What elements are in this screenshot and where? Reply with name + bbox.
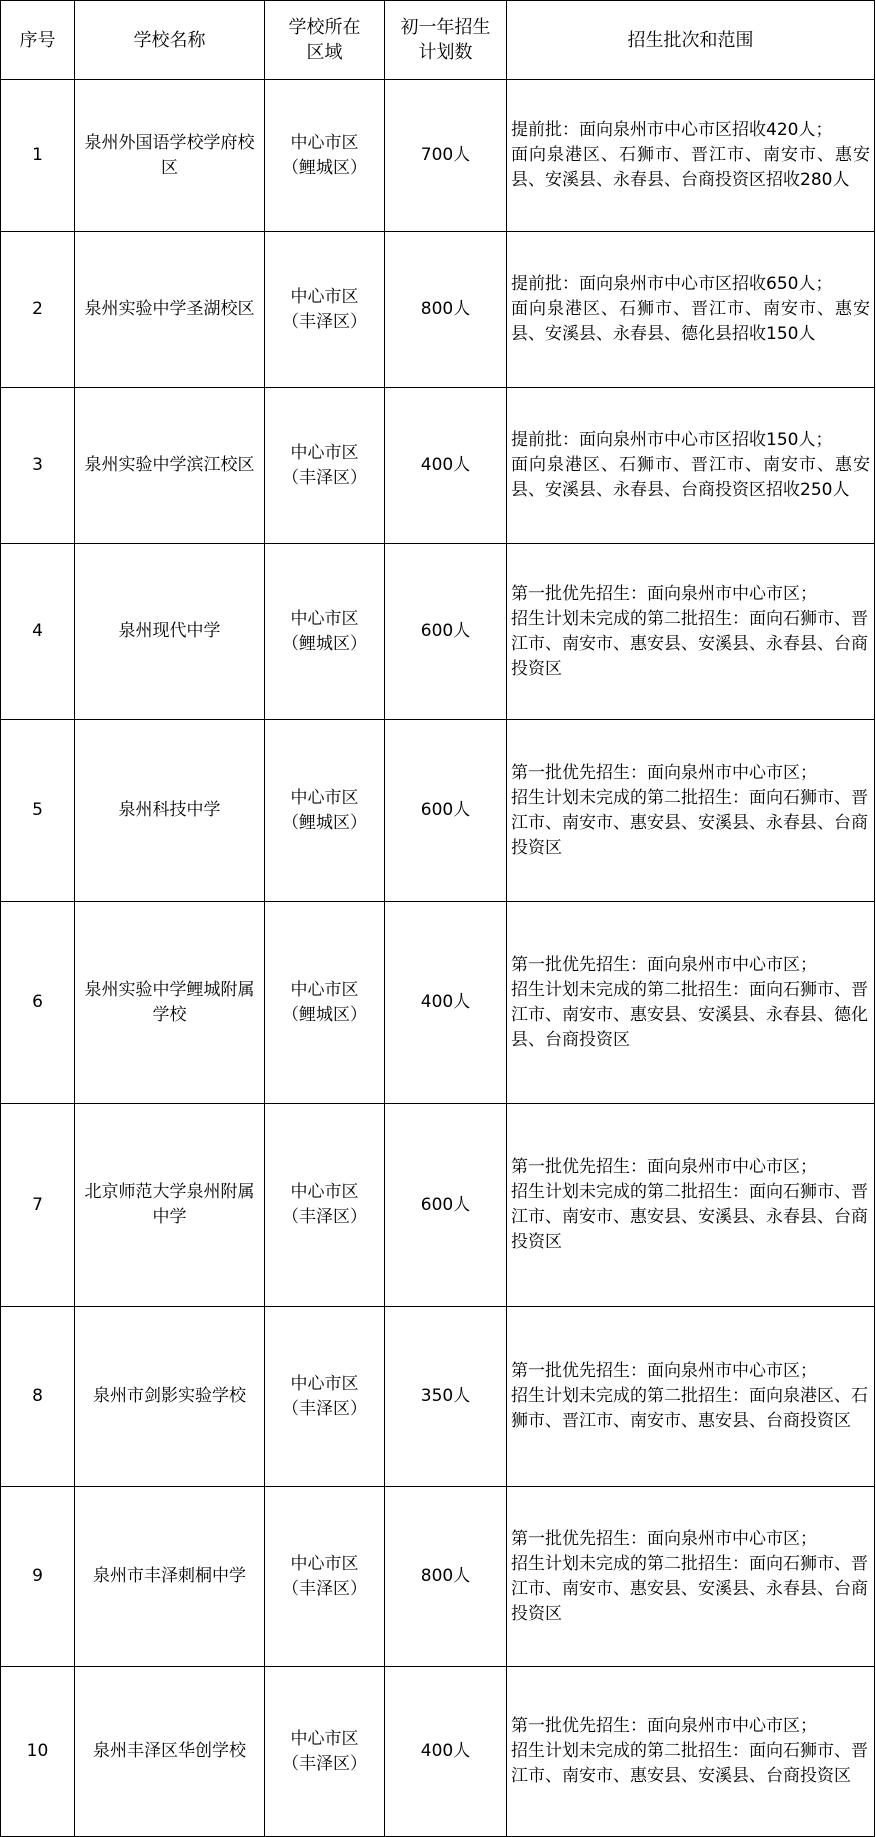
area-line1: 中心市区 bbox=[290, 442, 359, 463]
table-row bbox=[1, 1667, 875, 1837]
scope-line1: 第一批优先招生：面向泉州市中心市区； bbox=[511, 583, 817, 604]
scope-line2: 招生计划未完成的第二批招生：面向石狮市、晋江市、南安市、惠安县、安溪县、永春县、台商投资区 bbox=[511, 1182, 868, 1252]
area-line2: （丰泽区） bbox=[282, 1578, 367, 1599]
enrollment-plan: 800人 bbox=[385, 232, 507, 388]
enrollment-scope bbox=[507, 902, 875, 1104]
area-line1: 中心市区 bbox=[290, 1553, 359, 1574]
area-line2: （丰泽区） bbox=[282, 1753, 367, 1774]
table-row bbox=[1, 232, 875, 388]
header-area bbox=[265, 1, 385, 80]
scope-line2: 招生计划未完成的第二批招生：面向石狮市、晋江市、南安市、惠安县、安溪县、永春县、台商投资区 bbox=[511, 608, 868, 679]
scope-line2: 招生计划未完成的第二批招生：面向石狮市、晋江市、南安市、惠安县、安溪县、永春县、台商投资区 bbox=[511, 1553, 868, 1624]
row-no: 9 bbox=[1, 1487, 75, 1667]
area-line2: （鲤城区） bbox=[282, 1004, 367, 1025]
scope-line1: 提前批：面向泉州市中心市区招收420人； bbox=[511, 120, 833, 140]
enrollment-plan: 400人 bbox=[385, 388, 507, 544]
table-row bbox=[1, 902, 875, 1104]
enrollment-scope bbox=[507, 1307, 875, 1487]
scope-line1: 第一批优先招生：面向泉州市中心市区； bbox=[511, 1716, 817, 1736]
table-row bbox=[1, 720, 875, 902]
table-header-row bbox=[1, 1, 875, 80]
enrollment-scope bbox=[507, 388, 875, 544]
enrollment-plan: 600人 bbox=[385, 1104, 507, 1307]
enrollment-scope bbox=[507, 1104, 875, 1307]
header-area-line1: 学校所在 bbox=[288, 17, 361, 38]
school-name: 泉州现代中学 bbox=[75, 544, 265, 720]
scope-line1: 提前批：面向泉州市中心市区招收650人； bbox=[511, 274, 833, 294]
school-area bbox=[265, 544, 385, 720]
header-no: 序号 bbox=[1, 1, 75, 80]
scope-line1: 第一批优先招生：面向泉州市中心市区； bbox=[511, 954, 817, 975]
table-row bbox=[1, 544, 875, 720]
table-row bbox=[1, 1307, 875, 1487]
school-name: 泉州科技中学 bbox=[75, 720, 265, 902]
scope-line1: 第一批优先招生：面向泉州市中心市区； bbox=[511, 1157, 817, 1177]
area-line1: 中心市区 bbox=[290, 979, 359, 1000]
scope-line2: 面向泉港区、石狮市、晋江市、南安市、惠安县、安溪县、永春县、德化县招收150人 bbox=[511, 299, 870, 344]
school-name: 泉州实验中学滨江校区 bbox=[75, 388, 265, 544]
scope-line2: 招生计划未完成的第二批招生：面向石狮市、晋江市、南安市、惠安县、安溪县、永春县、德化县、台商投资区 bbox=[511, 979, 868, 1050]
header-name: 学校名称 bbox=[75, 1, 265, 80]
row-no: 3 bbox=[1, 388, 75, 544]
area-line1: 中心市区 bbox=[290, 787, 359, 808]
area-line2: （丰泽区） bbox=[282, 1398, 367, 1419]
enrollment-plan: 600人 bbox=[385, 720, 507, 902]
row-no: 10 bbox=[1, 1667, 75, 1837]
header-plan-line2: 计划数 bbox=[418, 42, 473, 63]
table-row bbox=[1, 80, 875, 232]
school-area bbox=[265, 902, 385, 1104]
area-line2: （丰泽区） bbox=[282, 467, 367, 488]
school-area bbox=[265, 388, 385, 544]
scope-line1: 第一批优先招生：面向泉州市中心市区； bbox=[511, 1361, 817, 1381]
row-no: 7 bbox=[1, 1104, 75, 1307]
header-area-line2: 区域 bbox=[306, 42, 343, 63]
scope-line2: 招生计划未完成的第二批招生：面向泉港区、石狮市、晋江市、南安市、惠安县、台商投资区 bbox=[511, 1386, 868, 1431]
area-line2: （丰泽区） bbox=[282, 1207, 367, 1227]
enrollment-plan: 350人 bbox=[385, 1307, 507, 1487]
school-area bbox=[265, 232, 385, 388]
enrollment-plan: 700人 bbox=[385, 80, 507, 232]
school-area bbox=[265, 720, 385, 902]
area-line1: 中心市区 bbox=[290, 1182, 359, 1202]
row-no: 4 bbox=[1, 544, 75, 720]
school-name: 泉州外国语学校学府校区 bbox=[75, 80, 265, 232]
school-name: 泉州市剑影实验学校 bbox=[75, 1307, 265, 1487]
school-area bbox=[265, 1307, 385, 1487]
area-line1: 中心市区 bbox=[290, 608, 359, 629]
enrollment-scope bbox=[507, 1487, 875, 1667]
school-name: 泉州市丰泽刺桐中学 bbox=[75, 1487, 265, 1667]
table-row bbox=[1, 1104, 875, 1307]
table-row bbox=[1, 388, 875, 544]
school-area bbox=[265, 80, 385, 232]
row-no: 8 bbox=[1, 1307, 75, 1487]
enrollment-scope bbox=[507, 232, 875, 388]
area-line2: （丰泽区） bbox=[282, 311, 367, 332]
row-no: 6 bbox=[1, 902, 75, 1104]
area-line1: 中心市区 bbox=[290, 132, 359, 153]
enrollment-scope bbox=[507, 80, 875, 232]
school-name: 泉州丰泽区华创学校 bbox=[75, 1667, 265, 1837]
header-plan bbox=[385, 1, 507, 80]
enrollment-scope bbox=[507, 544, 875, 720]
row-no: 5 bbox=[1, 720, 75, 902]
row-no: 1 bbox=[1, 80, 75, 232]
school-name: 北京师范大学泉州附属中学 bbox=[75, 1104, 265, 1307]
scope-line1: 第一批优先招生：面向泉州市中心市区； bbox=[511, 762, 817, 783]
enrollment-plan: 800人 bbox=[385, 1487, 507, 1667]
scope-line1: 第一批优先招生：面向泉州市中心市区； bbox=[511, 1528, 817, 1549]
school-area bbox=[265, 1104, 385, 1307]
scope-line1: 提前批：面向泉州市中心市区招收150人； bbox=[511, 430, 833, 450]
scope-line2: 面向泉港区、石狮市、晋江市、南安市、惠安县、安溪县、永春县、台商投资区招收250人 bbox=[511, 455, 870, 500]
enrollment-plan: 400人 bbox=[385, 1667, 507, 1837]
area-line2: （鲤城区） bbox=[282, 812, 367, 833]
scope-line2: 招生计划未完成的第二批招生：面向石狮市、晋江市、南安市、惠安县、安溪县、永春县、台商投资区 bbox=[511, 787, 868, 858]
school-name: 泉州实验中学圣湖校区 bbox=[75, 232, 265, 388]
enrollment-plan: 400人 bbox=[385, 902, 507, 1104]
enrollment-plan: 600人 bbox=[385, 544, 507, 720]
school-area bbox=[265, 1667, 385, 1837]
school-name: 泉州实验中学鲤城附属学校 bbox=[75, 902, 265, 1104]
header-plan-line1: 初一年招生 bbox=[400, 17, 491, 38]
table-row bbox=[1, 1487, 875, 1667]
enrollment-scope bbox=[507, 720, 875, 902]
enrollment-scope bbox=[507, 1667, 875, 1837]
area-line2: （鲤城区） bbox=[282, 157, 367, 178]
area-line1: 中心市区 bbox=[290, 286, 359, 307]
header-scope: 招生批次和范围 bbox=[507, 1, 875, 80]
scope-line2: 面向泉港区、石狮市、晋江市、南安市、惠安县、安溪县、永春县、台商投资区招收280人 bbox=[511, 145, 870, 190]
school-area bbox=[265, 1487, 385, 1667]
area-line1: 中心市区 bbox=[290, 1728, 359, 1749]
area-line2: （鲤城区） bbox=[282, 633, 367, 654]
row-no: 2 bbox=[1, 232, 75, 388]
area-line1: 中心市区 bbox=[290, 1373, 359, 1394]
scope-line2: 招生计划未完成的第二批招生：面向石狮市、晋江市、南安市、惠安县、安溪县、台商投资区 bbox=[511, 1741, 868, 1786]
